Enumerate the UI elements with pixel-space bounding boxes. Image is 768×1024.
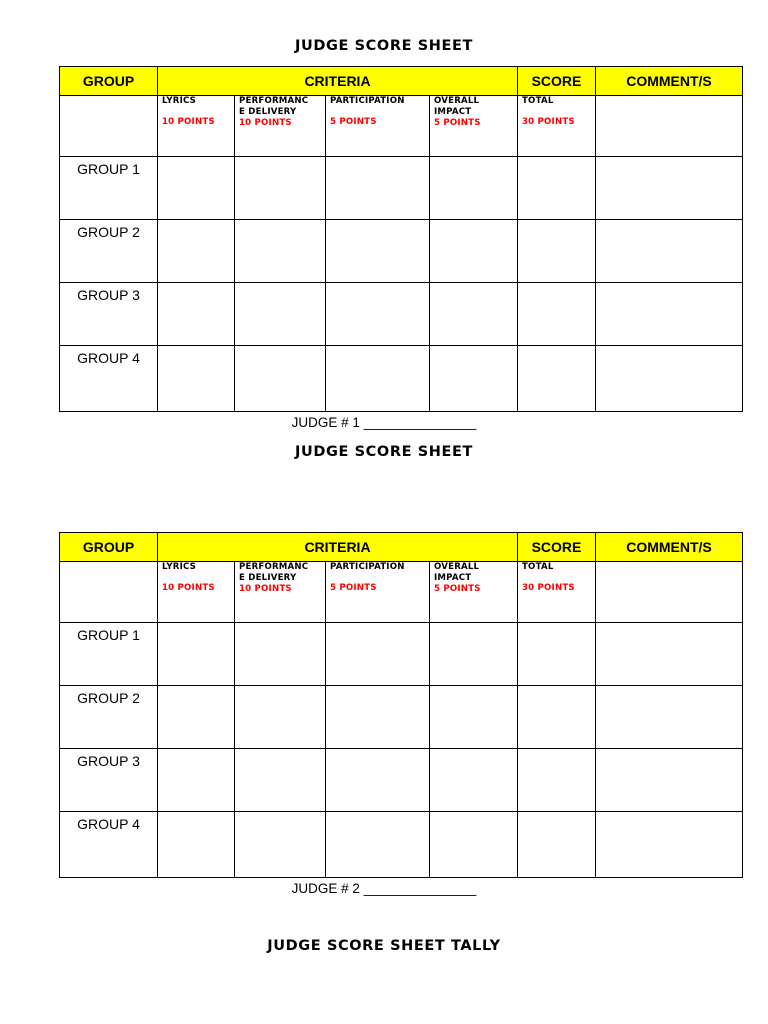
- criterion-label: LYRICS: [162, 562, 197, 572]
- lyrics-score-cell[interactable]: [158, 220, 235, 283]
- comment-cell[interactable]: [596, 812, 743, 878]
- criterion-label: PARTICIPATION: [330, 96, 405, 106]
- sheet-1-title: JUDGE SCORE SHEET: [294, 38, 474, 54]
- group-name-cell: [60, 220, 158, 283]
- comments-header: COMMENT/S: [596, 67, 743, 96]
- total-score-cell[interactable]: [518, 749, 596, 812]
- criterion-points: 5 POINTS: [330, 117, 377, 127]
- group-row: [60, 686, 743, 749]
- total-score-cell[interactable]: [518, 157, 596, 220]
- criterion-label: PARTICIPATION: [330, 562, 405, 572]
- judge-signature-line-2[interactable]: JUDGE # 2 _______________: [291, 881, 477, 896]
- total-score-cell[interactable]: [518, 283, 596, 346]
- group-row: [60, 749, 743, 812]
- impact-score-cell[interactable]: [430, 686, 518, 749]
- group-row: [60, 346, 743, 412]
- total-score-cell[interactable]: [518, 623, 596, 686]
- tally-title: JUDGE SCORE SHEET TALLY: [267, 938, 501, 954]
- criteria-row: [60, 96, 743, 157]
- group-name-cell: [60, 283, 158, 346]
- comments-blank-cell: [596, 96, 743, 157]
- participation-score-cell[interactable]: [326, 157, 430, 220]
- total-label: TOTAL: [522, 96, 554, 106]
- criterion-label: OVERALL IMPACT: [434, 562, 480, 583]
- impact-score-cell[interactable]: [430, 283, 518, 346]
- group-name-cell: [60, 157, 158, 220]
- group-row: [60, 812, 743, 878]
- criterion-participation: [326, 96, 430, 157]
- group-name-cell: [60, 346, 158, 412]
- criterion-participation: [326, 562, 430, 623]
- criterion-total: [518, 96, 596, 157]
- score-table-2: [59, 532, 743, 878]
- participation-score-cell[interactable]: [326, 749, 430, 812]
- total-score-cell[interactable]: [518, 220, 596, 283]
- criterion-points: 10 POINTS: [239, 584, 292, 594]
- impact-score-cell[interactable]: [430, 623, 518, 686]
- group-row: [60, 623, 743, 686]
- total-label: TOTAL: [522, 562, 554, 572]
- group-label: GROUP 4: [77, 350, 140, 366]
- group-name-cell: [60, 812, 158, 878]
- performance-score-cell[interactable]: [235, 157, 326, 220]
- performance-score-cell[interactable]: [235, 220, 326, 283]
- impact-score-cell[interactable]: [430, 220, 518, 283]
- criterion-total: [518, 562, 596, 623]
- total-score-cell[interactable]: [518, 346, 596, 412]
- lyrics-score-cell[interactable]: [158, 346, 235, 412]
- group-label: GROUP 3: [77, 753, 140, 769]
- group-label: GROUP 3: [77, 287, 140, 303]
- performance-score-cell[interactable]: [235, 749, 326, 812]
- group-label: GROUP 1: [77, 627, 140, 643]
- impact-score-cell[interactable]: [430, 749, 518, 812]
- lyrics-score-cell[interactable]: [158, 686, 235, 749]
- participation-score-cell[interactable]: [326, 812, 430, 878]
- criteria-header: CRITERIA: [158, 67, 518, 96]
- header-row: [60, 67, 743, 96]
- lyrics-score-cell[interactable]: [158, 812, 235, 878]
- criterion-lyrics: [158, 96, 235, 157]
- criterion-label: LYRICS: [162, 96, 197, 106]
- group-name-cell: [60, 623, 158, 686]
- performance-score-cell[interactable]: [235, 283, 326, 346]
- group-header: GROUP: [60, 67, 158, 96]
- criterion-label: OVERALL IMPACT: [434, 96, 480, 117]
- score-table-1: [59, 66, 743, 412]
- comment-cell[interactable]: [596, 283, 743, 346]
- group-label: GROUP 2: [77, 690, 140, 706]
- criterion-performance-delivery: [235, 562, 326, 623]
- total-points: 30 POINTS: [522, 583, 575, 593]
- lyrics-score-cell[interactable]: [158, 749, 235, 812]
- criterion-overall-impact: [430, 96, 518, 157]
- criterion-lyrics: [158, 562, 235, 623]
- criteria-blank-cell: [60, 562, 158, 623]
- criterion-points: 10 POINTS: [162, 583, 215, 593]
- lyrics-score-cell[interactable]: [158, 623, 235, 686]
- criteria-blank-cell: [60, 96, 158, 157]
- total-score-cell[interactable]: [518, 812, 596, 878]
- performance-score-cell[interactable]: [235, 623, 326, 686]
- participation-score-cell[interactable]: [326, 346, 430, 412]
- criteria-row: [60, 562, 743, 623]
- participation-score-cell[interactable]: [326, 686, 430, 749]
- sheet-2-title: JUDGE SCORE SHEET: [294, 444, 474, 460]
- performance-score-cell[interactable]: [235, 686, 326, 749]
- impact-score-cell[interactable]: [430, 157, 518, 220]
- comment-cell[interactable]: [596, 157, 743, 220]
- criterion-label: PERFORMANC E DELIVERY: [239, 96, 309, 117]
- group-label: GROUP 4: [77, 816, 140, 832]
- lyrics-score-cell[interactable]: [158, 157, 235, 220]
- criterion-performance-delivery: [235, 96, 326, 157]
- participation-score-cell[interactable]: [326, 220, 430, 283]
- participation-score-cell[interactable]: [326, 623, 430, 686]
- group-header: GROUP: [60, 533, 158, 562]
- score-header: SCORE: [518, 533, 596, 562]
- lyrics-score-cell[interactable]: [158, 283, 235, 346]
- impact-score-cell[interactable]: [430, 346, 518, 412]
- impact-score-cell[interactable]: [430, 812, 518, 878]
- total-points: 30 POINTS: [522, 117, 575, 127]
- criterion-overall-impact: [430, 562, 518, 623]
- comments-header: COMMENT/S: [596, 533, 743, 562]
- judge-signature-line-1[interactable]: JUDGE # 1 _______________: [291, 415, 477, 430]
- total-score-cell[interactable]: [518, 686, 596, 749]
- criterion-points: 10 POINTS: [239, 118, 292, 128]
- group-name-cell: [60, 686, 158, 749]
- group-row: [60, 220, 743, 283]
- performance-score-cell[interactable]: [235, 812, 326, 878]
- comment-cell[interactable]: [596, 220, 743, 283]
- criteria-header: CRITERIA: [158, 533, 518, 562]
- group-name-cell: [60, 749, 158, 812]
- comment-cell[interactable]: [596, 749, 743, 812]
- group-row: [60, 157, 743, 220]
- participation-score-cell[interactable]: [326, 283, 430, 346]
- performance-score-cell[interactable]: [235, 346, 326, 412]
- comments-blank-cell: [596, 562, 743, 623]
- criterion-points: 10 POINTS: [162, 117, 215, 127]
- group-row: [60, 283, 743, 346]
- criterion-points: 5 POINTS: [330, 583, 377, 593]
- comment-cell[interactable]: [596, 346, 743, 412]
- criterion-label: PERFORMANC E DELIVERY: [239, 562, 309, 583]
- comment-cell[interactable]: [596, 623, 743, 686]
- score-header: SCORE: [518, 67, 596, 96]
- group-label: GROUP 1: [77, 161, 140, 177]
- criterion-points: 5 POINTS: [434, 118, 481, 128]
- criterion-points: 5 POINTS: [434, 584, 481, 594]
- group-label: GROUP 2: [77, 224, 140, 240]
- header-row: [60, 533, 743, 562]
- comment-cell[interactable]: [596, 686, 743, 749]
